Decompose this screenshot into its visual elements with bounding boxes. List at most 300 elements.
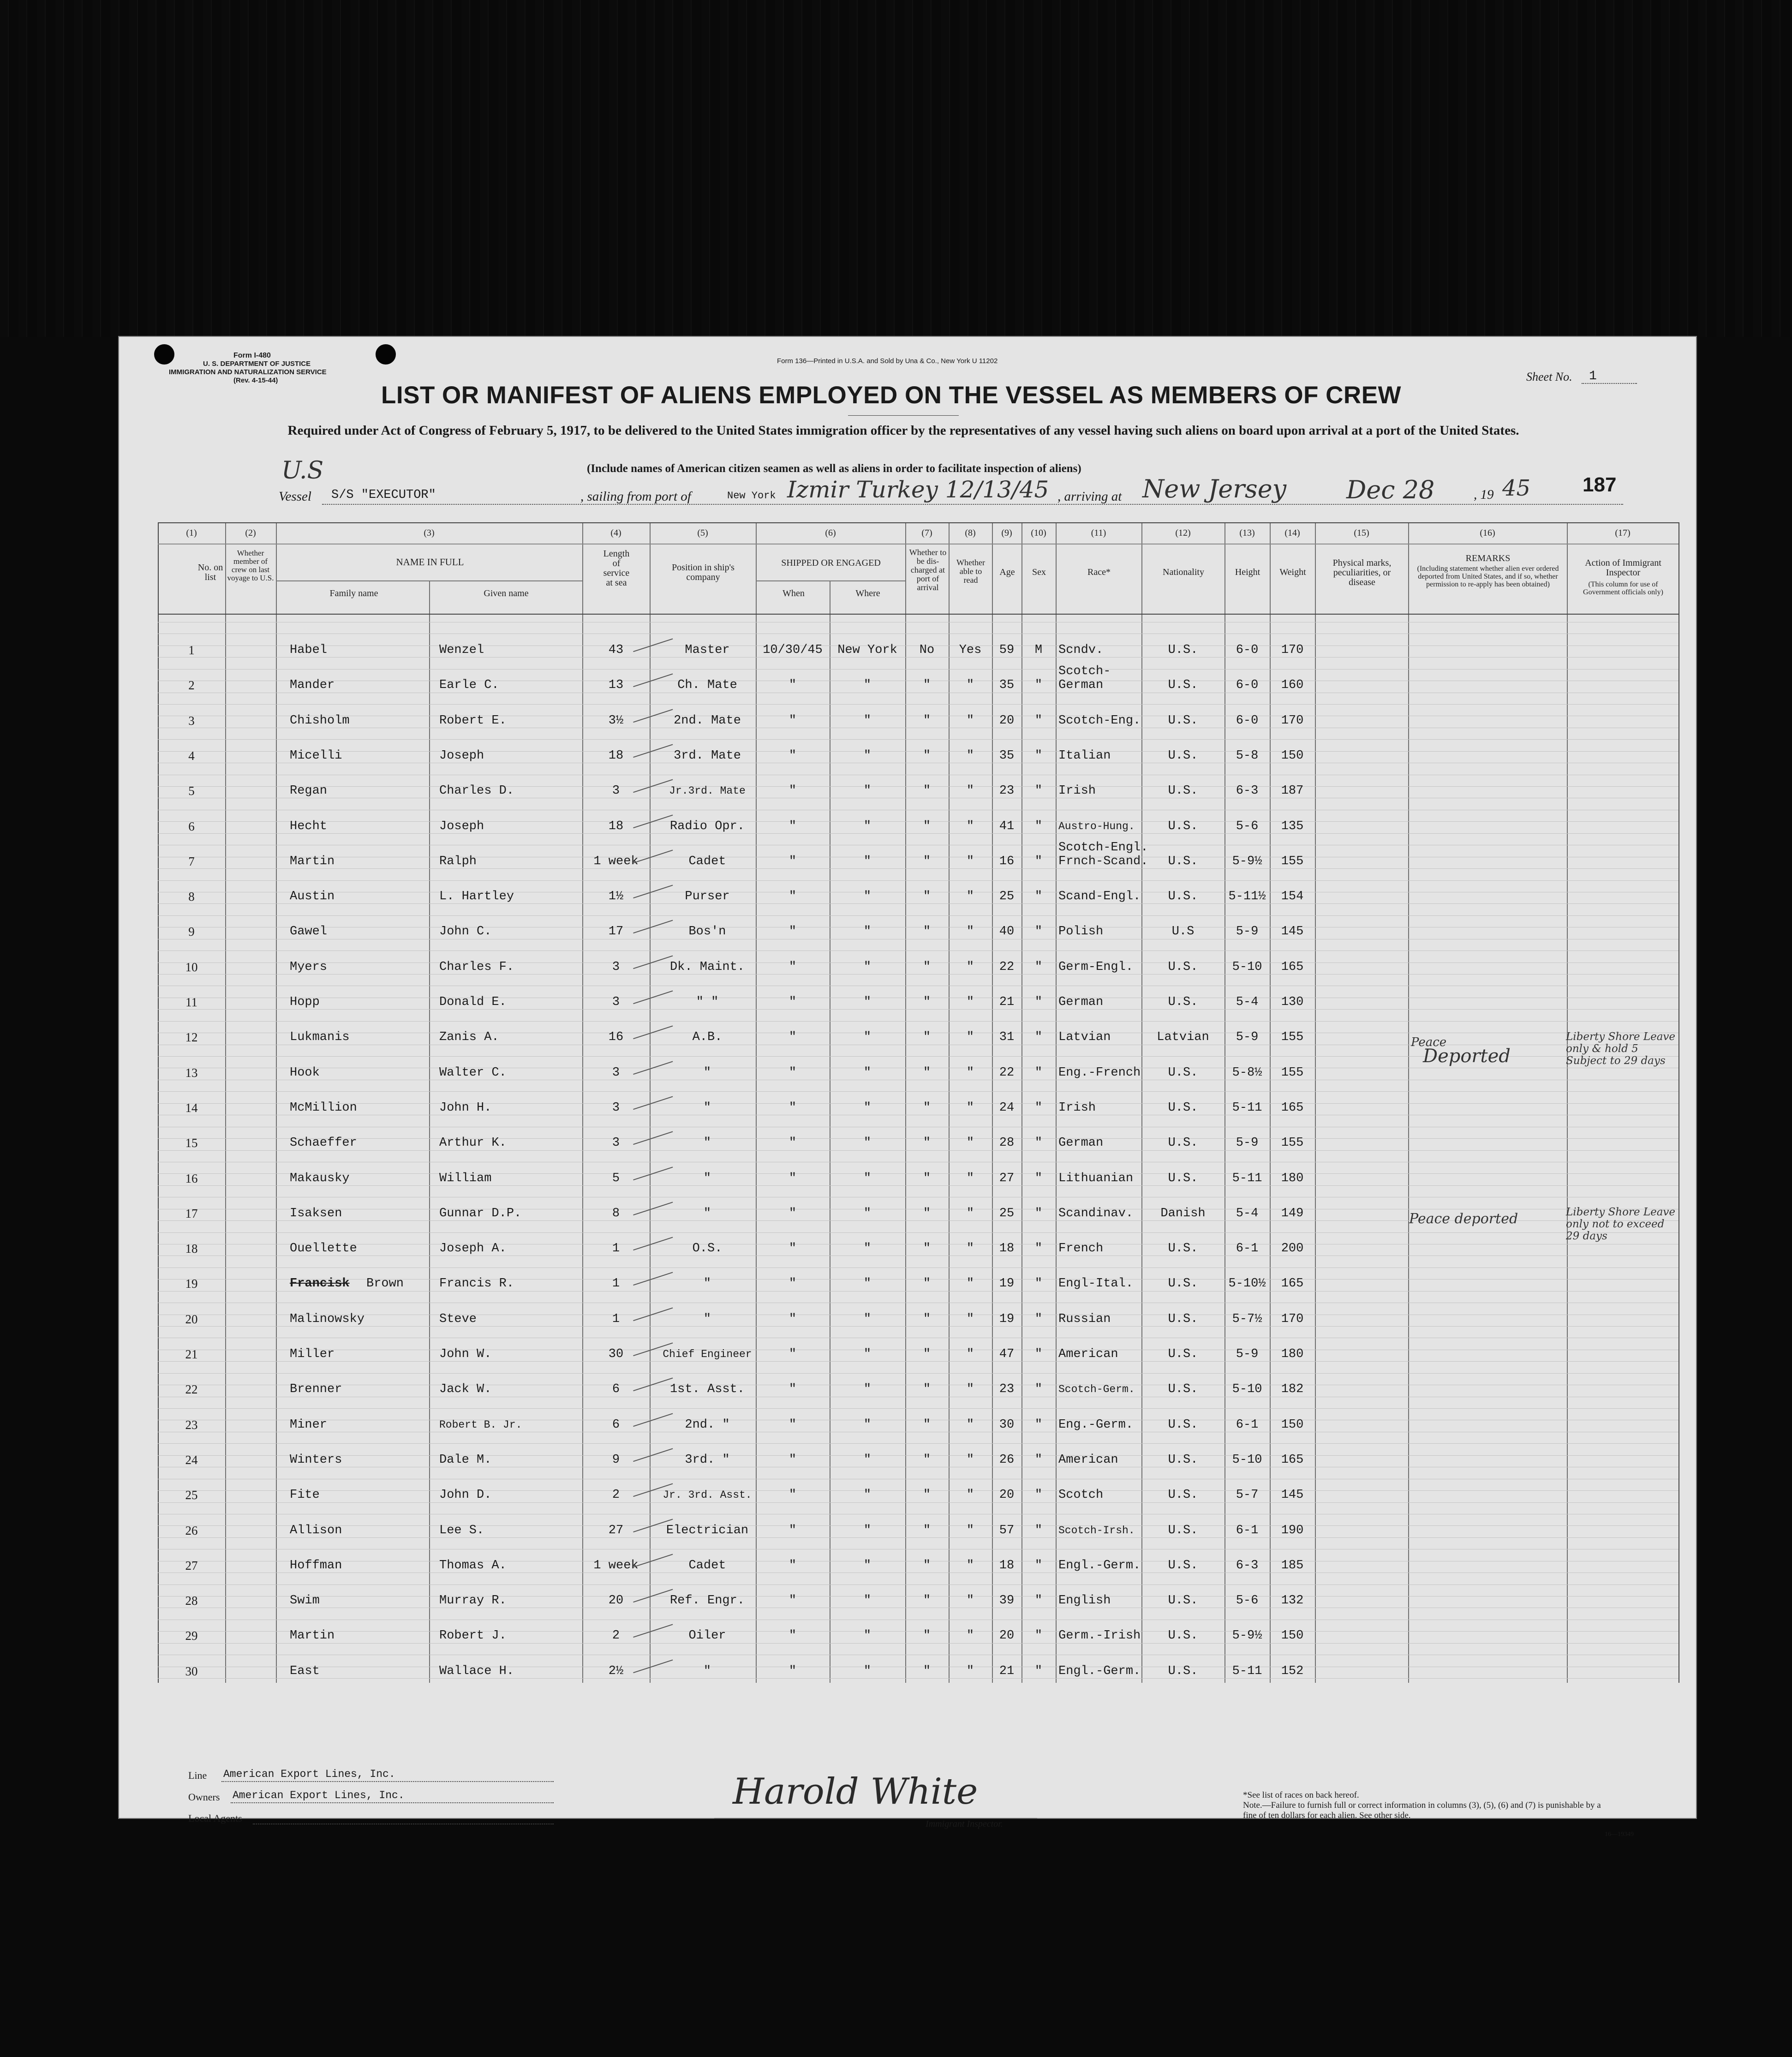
- cell-race: Scotch-Irsh.: [1058, 1524, 1135, 1537]
- cell-discharge: ": [923, 1312, 931, 1326]
- stamp-number: 187: [1583, 473, 1617, 496]
- cell-race: Scand-Engl.: [1058, 890, 1141, 904]
- ruled-line: [158, 1408, 1679, 1409]
- header-when: When: [783, 588, 805, 598]
- cell-age: 28: [999, 1136, 1015, 1150]
- cell-sex: ": [1034, 1453, 1043, 1467]
- cell-position: Electrician: [666, 1523, 749, 1537]
- cell-service-length: 3: [612, 960, 620, 974]
- cell-discharge: ": [923, 1488, 931, 1502]
- cell-weight: 180: [1281, 1347, 1304, 1361]
- cell-list-number: 1: [188, 643, 195, 657]
- cell-service-length: 6: [612, 1382, 620, 1397]
- cell-age: 19: [999, 1277, 1015, 1291]
- cell-height: 5-9: [1236, 925, 1259, 939]
- sailing-label: , sailing from port of: [580, 489, 691, 504]
- ruled-line: [158, 657, 1679, 658]
- ruled-line: [158, 1443, 1679, 1444]
- cell-able-to-read: ": [966, 1136, 974, 1150]
- column-number: (8): [965, 528, 976, 538]
- cell-list-number: 14: [185, 1100, 198, 1115]
- cell-shipped-when: ": [788, 1206, 797, 1220]
- cell-given-name: Zanis A.: [439, 1030, 499, 1045]
- cell-given-name: John W.: [439, 1347, 492, 1361]
- cell-able-to-read: ": [966, 1523, 974, 1537]
- ruled-line: [158, 1643, 1679, 1644]
- cell-service-length: 30: [608, 1347, 624, 1361]
- cell-family-name: Winters: [290, 1453, 342, 1467]
- cell-given-name: John C.: [439, 925, 492, 939]
- cell-service-length: 18: [608, 748, 624, 763]
- struck-family-name: Francisk: [290, 1277, 350, 1291]
- cell-able-to-read: ": [966, 960, 974, 974]
- cell-list-number: 3: [188, 713, 195, 728]
- cell-sex: ": [1034, 1136, 1043, 1150]
- cell-list-number: 15: [185, 1136, 198, 1150]
- cell-family-name: Makauskу: [290, 1171, 350, 1185]
- cell-service-length: 9: [612, 1453, 620, 1467]
- cell-service-length: 1 week: [593, 854, 639, 868]
- ruled-line: [158, 868, 1679, 869]
- cell-sex: ": [1034, 1171, 1043, 1185]
- cell-able-to-read: ": [966, 995, 974, 1009]
- cell-shipped-when: ": [788, 819, 797, 833]
- cell-race: French: [1058, 1242, 1104, 1256]
- ruled-line: [158, 903, 1679, 904]
- cell-given-name: Robert B. Jr.: [439, 1418, 522, 1431]
- header-where: Where: [855, 588, 880, 598]
- cell-age: 22: [999, 1065, 1015, 1080]
- cell-height: 6-0: [1236, 713, 1259, 728]
- cell-age: 20: [999, 713, 1015, 728]
- header-family-name: Family name: [329, 588, 378, 598]
- cell-shipped-where: ": [863, 1136, 872, 1150]
- cell-race: Scotch-Engl. Frnch-Scand.: [1058, 840, 1148, 868]
- cell-nationality: U.S.: [1168, 1312, 1198, 1326]
- cell-able-to-read: ": [966, 854, 974, 868]
- column-number: (5): [697, 528, 708, 538]
- cell-height: 6-0: [1236, 643, 1259, 657]
- cell-able-to-read: ": [966, 1453, 974, 1467]
- ruled-line: [158, 1185, 1679, 1186]
- cell-discharge: No: [919, 643, 935, 657]
- cell-service-length: 3: [612, 784, 620, 798]
- cell-age: 47: [999, 1347, 1015, 1361]
- cell-discharge: ": [923, 784, 931, 798]
- cell-discharge: ": [923, 819, 931, 833]
- cell-height: 5-8½: [1232, 1065, 1262, 1080]
- header-service: Length of service at sea: [603, 549, 630, 588]
- cell-list-number: 21: [185, 1347, 198, 1361]
- column-number: (10): [1031, 528, 1046, 538]
- cell-nationality: U.S.: [1168, 643, 1198, 657]
- cell-height: 5-10: [1232, 1382, 1262, 1397]
- cell-list-number: 7: [188, 854, 195, 868]
- page-subtitle: Required under Act of Congress of February 5, 1917, to be delivered to the United States immigration officer by the representatives of any vessel having such aliens on board upon arrival at a port of the United States.: [287, 423, 1519, 438]
- cell-weight: 190: [1281, 1523, 1304, 1537]
- line-value: American Export Lines, Inc.: [223, 1768, 395, 1780]
- header-last-voyage: Whether member of crew on last voyage to U.S.: [227, 549, 274, 582]
- form-number: Form I-480: [233, 352, 271, 359]
- cell-race: English: [1058, 1594, 1111, 1608]
- cell-family-name: Myers: [290, 960, 328, 974]
- cell-nationality: U.S.: [1168, 1594, 1198, 1608]
- cell-able-to-read: ": [966, 1312, 974, 1326]
- cell-nationality: U.S.: [1168, 1488, 1198, 1502]
- column-rule: [1056, 522, 1057, 1683]
- scan-background: [0, 0, 1792, 337]
- cell-shipped-when: ": [788, 1664, 797, 1678]
- cell-list-number: 24: [185, 1453, 198, 1467]
- cell-shipped-when: ": [788, 960, 797, 974]
- cell-able-to-read: ": [966, 713, 974, 728]
- header-rule: [276, 580, 582, 581]
- cell-discharge: ": [923, 1558, 931, 1573]
- cell-family-name: Schaeffer: [290, 1136, 357, 1150]
- cell-age: 16: [999, 854, 1015, 868]
- ruled-line: [158, 974, 1679, 975]
- cell-discharge: ": [923, 748, 931, 763]
- cell-able-to-read: ": [966, 1030, 974, 1045]
- cell-position: 3rd. Mate: [674, 748, 741, 763]
- cell-list-number: 12: [185, 1030, 198, 1045]
- cell-shipped-where: ": [863, 784, 872, 798]
- cell-able-to-read: ": [966, 1488, 974, 1502]
- cell-service-length: 1½: [608, 890, 624, 904]
- cell-list-number: 25: [185, 1488, 198, 1502]
- header-race: Race*: [1087, 567, 1111, 577]
- punch-hole: [376, 344, 396, 365]
- cell-height: 5-10: [1232, 960, 1262, 974]
- cell-sex: ": [1034, 1312, 1043, 1326]
- cell-service-length: 3: [612, 1100, 620, 1115]
- column-number: (2): [245, 528, 256, 538]
- cell-height: 6-3: [1236, 1558, 1259, 1573]
- cell-race: Lithuanian: [1058, 1171, 1134, 1185]
- cell-position: ": [703, 1171, 711, 1185]
- cell-sex: ": [1034, 1065, 1043, 1080]
- cell-position: ": [703, 1136, 711, 1150]
- cell-sex: ": [1034, 713, 1043, 728]
- cell-able-to-read: ": [966, 1664, 974, 1678]
- cell-shipped-when: ": [788, 1312, 797, 1326]
- column-number: (11): [1091, 528, 1106, 538]
- cell-nationality: U.S.: [1168, 854, 1198, 868]
- cell-age: 21: [999, 995, 1015, 1009]
- cell-family-name: Gawel: [290, 925, 328, 939]
- cell-nationality: U.S: [1171, 925, 1195, 939]
- cell-sex: ": [1034, 748, 1043, 763]
- cell-nationality: U.S.: [1168, 784, 1198, 798]
- cell-sex: ": [1034, 1523, 1043, 1537]
- header-action-sub: (This column for use of Government officials only): [1583, 580, 1663, 596]
- cell-family-name: Brown: [366, 1277, 404, 1291]
- cell-weight: 170: [1281, 1312, 1304, 1326]
- cell-position: A.B.: [692, 1030, 723, 1045]
- cell-race: American: [1058, 1453, 1118, 1467]
- cell-list-number: 4: [188, 748, 195, 763]
- cell-race: Germ-Engl.: [1058, 960, 1134, 974]
- cell-weight: 170: [1281, 713, 1304, 728]
- punch-hole: [154, 344, 174, 365]
- cell-race: Scndv.: [1058, 643, 1104, 657]
- action-row17: Liberty Shore Leave only not to exceed 29 days: [1566, 1206, 1676, 1242]
- cell-given-name: Steve: [439, 1312, 477, 1326]
- cell-given-name: Lee S.: [439, 1523, 484, 1537]
- cell-weight: 165: [1281, 1100, 1304, 1115]
- header-discharged: Whether to be dis-charged at port of arrival: [909, 548, 947, 592]
- manifest-sheet: [119, 337, 1696, 1838]
- cell-given-name: John D.: [439, 1488, 492, 1502]
- cell-shipped-when: ": [788, 1558, 797, 1573]
- cell-position: Cadet: [688, 1558, 726, 1573]
- cell-position: ": [703, 1312, 711, 1326]
- cell-list-number: 10: [185, 960, 198, 974]
- cell-discharge: ": [923, 890, 931, 904]
- cell-nationality: U.S.: [1168, 1629, 1198, 1643]
- ruled-line: [158, 833, 1679, 834]
- cell-race: Engl-Ital.: [1058, 1277, 1134, 1291]
- cell-position: Oiler: [688, 1629, 726, 1643]
- cell-sex: ": [1034, 1594, 1043, 1608]
- cell-nationality: U.S.: [1168, 1136, 1198, 1150]
- cell-shipped-when: ": [788, 1242, 797, 1256]
- cell-shipped-where: ": [863, 1453, 872, 1467]
- cell-list-number: 11: [185, 995, 197, 1009]
- cell-age: 19: [999, 1312, 1015, 1326]
- cell-position: 2nd. ": [685, 1417, 730, 1432]
- cell-service-length: 1 week: [593, 1558, 639, 1573]
- cell-list-number: 8: [188, 890, 195, 904]
- cell-nationality: U.S.: [1168, 995, 1198, 1009]
- cell-position: " ": [696, 995, 719, 1009]
- cell-list-number: 26: [185, 1523, 198, 1537]
- cell-weight: 149: [1281, 1206, 1304, 1220]
- cell-nationality: U.S.: [1168, 819, 1198, 833]
- cell-list-number: 16: [185, 1171, 198, 1185]
- cell-list-number: 27: [185, 1558, 198, 1573]
- cell-shipped-where: ": [863, 819, 872, 833]
- cell-family-name: Brenner: [290, 1382, 342, 1397]
- header-remarks-sub: (Including statement whether alien ever ordered deported from United States, and if so, whether permission to re-apply has been obtained): [1417, 565, 1559, 588]
- cell-sex: ": [1034, 1206, 1043, 1220]
- cell-family-name: Miner: [290, 1417, 328, 1432]
- cell-family-name: Habel: [290, 643, 328, 657]
- cell-age: 25: [999, 890, 1015, 904]
- owners-underline: [231, 1802, 554, 1803]
- cell-sex: ": [1034, 960, 1043, 974]
- cell-nationality: U.S.: [1168, 748, 1198, 763]
- cell-height: 5-7: [1236, 1488, 1259, 1502]
- cell-shipped-when: ": [788, 1629, 797, 1643]
- printer-line: Form 136—Printed in U.S.A. and Sold by Una & Co., New York U 11202: [777, 357, 998, 365]
- column-number: (14): [1284, 528, 1300, 538]
- cell-given-name: Joseph A.: [439, 1242, 507, 1256]
- cell-family-name: Swim: [290, 1594, 320, 1608]
- header-name: NAME IN FULL: [396, 556, 464, 568]
- cell-discharge: ": [923, 1629, 931, 1643]
- cell-race: Scotch-Eng.: [1058, 713, 1141, 728]
- cell-discharge: ": [923, 1206, 931, 1220]
- cell-weight: 165: [1281, 1453, 1304, 1467]
- sailing-port-handwritten: Izmir Turkey 12/13/45: [787, 476, 1049, 503]
- cell-race: Scotch-Germ.: [1058, 1383, 1135, 1396]
- cell-age: 20: [999, 1629, 1015, 1643]
- cell-height: 6-1: [1236, 1523, 1259, 1537]
- penalty-note: Note.—Failure to furnish full or correct information in columns (3), (5), (6) and (7) is punishable by a fine of ten dollars for each alien. See other side.: [1243, 1800, 1601, 1820]
- cell-weight: 160: [1281, 678, 1304, 693]
- cell-given-name: Gunnar D.P.: [439, 1206, 522, 1220]
- cell-shipped-when: ": [788, 1347, 797, 1361]
- cell-service-length: 3½: [608, 713, 624, 728]
- cell-service-length: 20: [608, 1594, 624, 1608]
- cell-shipped-when: ": [788, 1277, 797, 1291]
- cell-age: 59: [999, 643, 1015, 657]
- column-rule: [276, 522, 277, 1683]
- cell-height: 5-6: [1236, 1594, 1259, 1608]
- header-shipped: SHIPPED OR ENGAGED: [781, 558, 881, 568]
- cell-shipped-where: ": [863, 1664, 872, 1678]
- cell-sex: ": [1034, 678, 1043, 693]
- ruled-line: [158, 1502, 1679, 1503]
- cell-sex: M: [1034, 643, 1043, 657]
- cell-position: Purser: [685, 890, 730, 904]
- cell-able-to-read: ": [966, 1347, 974, 1361]
- sheet-number: 1: [1589, 369, 1597, 383]
- cell-weight: 180: [1281, 1171, 1304, 1185]
- ruled-line: [158, 1091, 1679, 1092]
- cell-weight: 155: [1281, 854, 1304, 868]
- cell-nationality: Danish: [1160, 1206, 1206, 1220]
- cell-sex: ": [1034, 1417, 1043, 1432]
- cell-given-name: Joseph: [439, 748, 484, 763]
- cell-age: 40: [999, 925, 1015, 939]
- cell-list-number: 22: [185, 1382, 198, 1397]
- cell-nationality: U.S.: [1168, 1065, 1198, 1080]
- cell-weight: 152: [1281, 1664, 1304, 1678]
- cell-family-name: Martin: [290, 1629, 335, 1643]
- ruled-line: [158, 704, 1679, 705]
- cell-shipped-where: ": [863, 1100, 872, 1115]
- cell-service-length: 2: [612, 1488, 620, 1502]
- cell-service-length: 18: [608, 819, 624, 833]
- cell-shipped-when: ": [788, 925, 797, 939]
- cell-shipped-where: ": [863, 1242, 872, 1256]
- cell-age: 27: [999, 1171, 1015, 1185]
- cell-position: ": [703, 1277, 711, 1291]
- cell-position: 3rd. ": [685, 1453, 730, 1467]
- cell-given-name: Wenzel: [439, 643, 484, 657]
- sheet-number-line: [1582, 383, 1637, 384]
- cell-family-name: Hoffman: [290, 1558, 342, 1573]
- header-nationality: Nationality: [1163, 567, 1204, 577]
- cell-given-name: Arthur K.: [439, 1136, 507, 1150]
- cell-service-length: 1: [612, 1277, 620, 1291]
- column-number: (6): [825, 528, 836, 538]
- cell-discharge: ": [923, 678, 931, 693]
- cell-position: Jr. 3rd. Asst.: [663, 1489, 752, 1501]
- cell-shipped-where: ": [863, 960, 872, 974]
- column-number: (7): [921, 528, 932, 538]
- cell-shipped-where: ": [863, 1629, 872, 1643]
- remarks-row12: Deported: [1423, 1046, 1511, 1067]
- sailing-port: New York: [727, 490, 776, 502]
- races-note: *See list of races on back hereof.: [1243, 1790, 1359, 1800]
- cell-family-name: Fite: [290, 1488, 320, 1502]
- cell-discharge: ": [923, 713, 931, 728]
- cell-age: 41: [999, 819, 1015, 833]
- column-number: (3): [424, 528, 435, 538]
- cell-sex: ": [1034, 1488, 1043, 1502]
- cell-family-name: Chisholm: [290, 713, 350, 728]
- cell-nationality: U.S.: [1168, 678, 1198, 693]
- cell-able-to-read: ": [966, 1277, 974, 1291]
- cell-position: 2nd. Mate: [674, 713, 741, 728]
- cell-nationality: U.S.: [1168, 960, 1198, 974]
- ruled-line: [158, 669, 1679, 670]
- cell-able-to-read: ": [966, 925, 974, 939]
- cell-service-length: 2: [612, 1629, 620, 1643]
- cell-position: O.S.: [692, 1242, 723, 1256]
- cell-given-name: Walter C.: [439, 1065, 507, 1080]
- cell-able-to-read: ": [966, 890, 974, 904]
- header-rule: [158, 614, 1679, 615]
- cell-list-number: 6: [188, 819, 195, 833]
- cell-age: 18: [999, 1558, 1015, 1573]
- cell-discharge: ": [923, 1594, 931, 1608]
- cell-position: Ch. Mate: [677, 678, 737, 693]
- cell-nationality: U.S.: [1168, 713, 1198, 728]
- cell-discharge: ": [923, 1277, 931, 1291]
- header-height: Height: [1235, 567, 1260, 577]
- cell-sex: ": [1034, 890, 1043, 904]
- cell-able-to-read: ": [966, 1065, 974, 1080]
- header-rule: [158, 522, 1679, 523]
- cell-position: ": [703, 1065, 711, 1080]
- cell-height: 5-9½: [1232, 1629, 1262, 1643]
- cell-shipped-when: ": [788, 1523, 797, 1537]
- ruled-line: [158, 1326, 1679, 1327]
- cell-sex: ": [1034, 925, 1043, 939]
- cell-age: 30: [999, 1417, 1015, 1432]
- cell-family-name: Micelli: [290, 748, 342, 763]
- column-rule: [429, 580, 430, 1683]
- cell-list-number: 20: [185, 1312, 198, 1326]
- sheet-label: Sheet No.: [1526, 370, 1572, 383]
- cell-shipped-when: 10/30/45: [763, 643, 823, 657]
- cell-discharge: ": [923, 1664, 931, 1678]
- cell-given-name: Ralph: [439, 854, 477, 868]
- cell-height: 5-4: [1236, 995, 1259, 1009]
- cell-race: Germ.-Irish: [1058, 1629, 1141, 1643]
- cell-discharge: ": [923, 1100, 931, 1115]
- cell-family-name: Lukmanis: [290, 1030, 350, 1045]
- cell-able-to-read: ": [966, 678, 974, 693]
- cell-nationality: Latvian: [1157, 1030, 1209, 1045]
- cell-list-number: 23: [185, 1417, 198, 1432]
- cell-sex: ": [1034, 1664, 1043, 1678]
- cell-height: 5-7½: [1232, 1312, 1262, 1326]
- cell-able-to-read: ": [966, 1100, 974, 1115]
- cell-list-number: 29: [185, 1629, 198, 1643]
- cell-weight: 185: [1281, 1558, 1304, 1573]
- ruled-line: [158, 1678, 1679, 1679]
- ruled-line: [158, 915, 1679, 916]
- cell-shipped-where: ": [863, 1558, 872, 1573]
- cell-shipped-when: ": [788, 1171, 797, 1185]
- cell-shipped-when: ": [788, 1382, 797, 1397]
- cell-race: Eng.-Germ.: [1058, 1417, 1134, 1432]
